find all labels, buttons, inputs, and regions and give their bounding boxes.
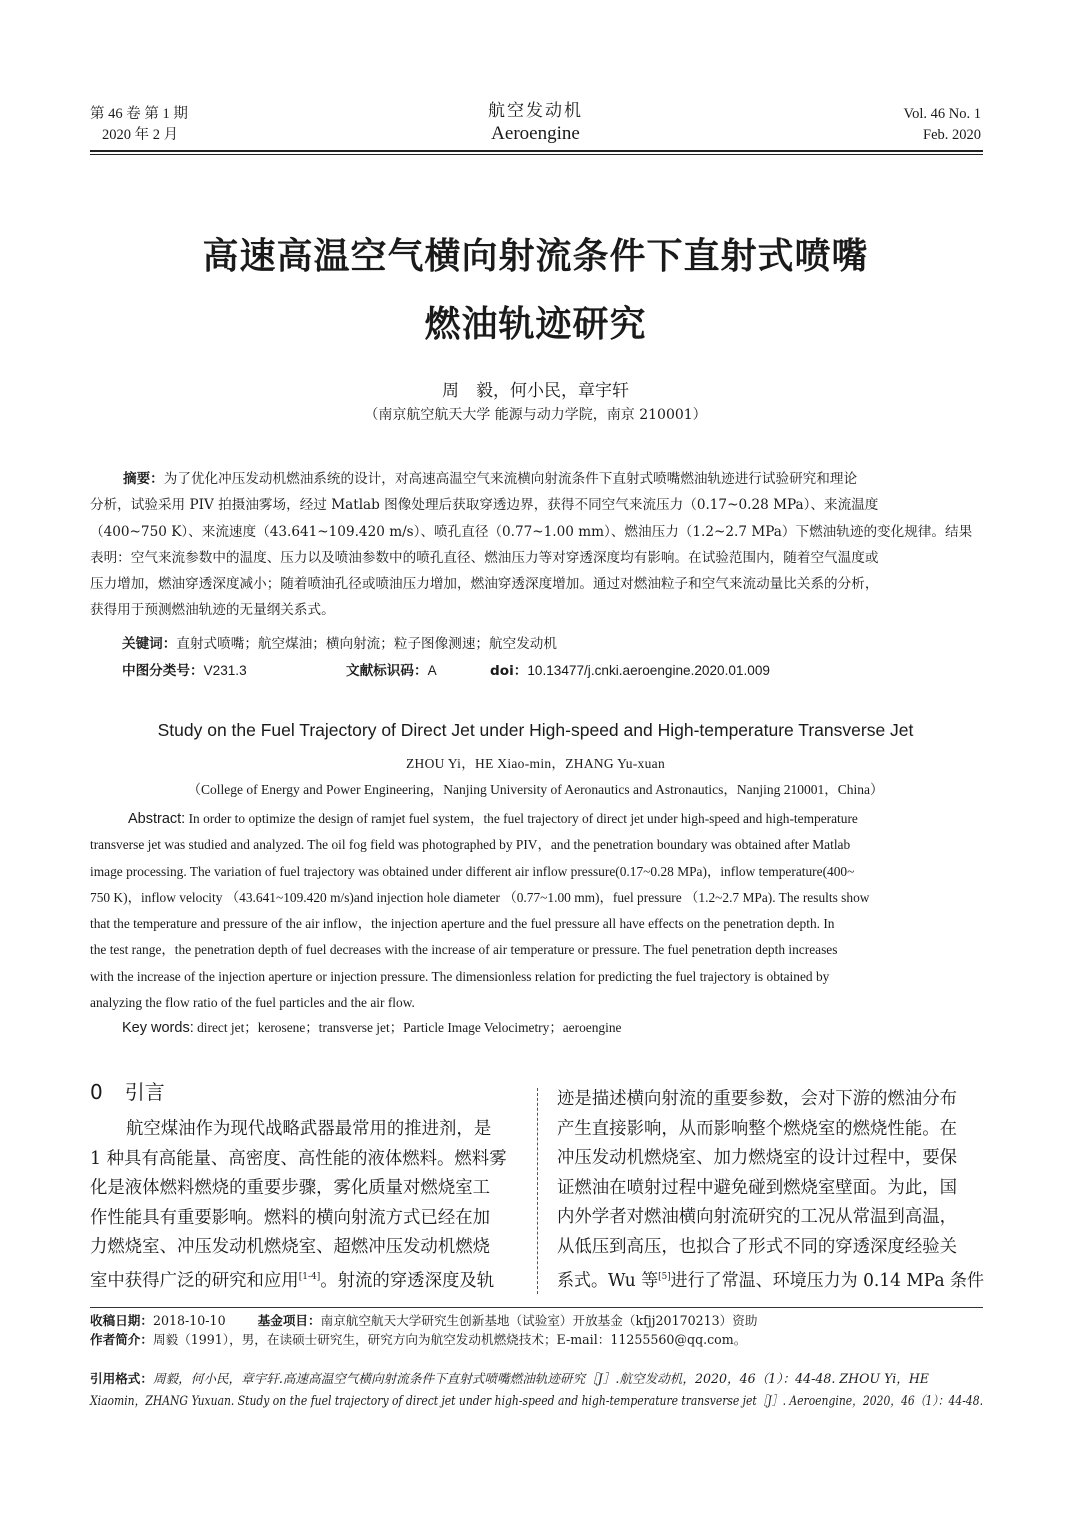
issue-info-en [904,104,981,146]
abstract-en-line: the test range，the penetration depth of fuel decreases with the increase of air temperature or pressure. The fuel penetration depth increases [90,942,838,958]
body-column-right [557,1085,984,1292]
body-line: 产生直接影响，从而影响整个燃烧室的燃烧性能。在 [557,1118,957,1139]
abstract-en-line: transverse jet was studied and analyzed. The oil fog field was photographed by PIV，and the penetration boundary was obtained after Matlab [90,837,851,853]
body-line: 从低压到高压，也拟合了形式不同的穿透深度经验关 [557,1236,957,1257]
document-code [346,659,437,679]
footnote-author [90,1330,746,1349]
abstract-en-line: analyzing the flow ratio of the fuel particles and the air flow. [90,995,415,1011]
citation-line: Xiaomin，ZHANG Yuxuan. Study on the fuel trajectory of direct jet under high-speed and high-temperature transverse jet［J］. Aeroengine，2020，46（1）：44-48. [90,1393,983,1408]
abstract-cn-label: 摘要： [123,471,164,487]
abstract-cn-line: 表明：空气来流参数中的温度、压力以及喷油参数中的喷孔直径、燃油压力等对穿透深度均有影响。在试验范围内，随着空气温度或 [90,549,879,566]
body-line: 证燃油在喷射过程中避免碰到燃烧室壁面。为此，国 [557,1177,957,1198]
clc-number [122,659,247,679]
abstract-en-line: Abstract: In order to optimize the design of ramjet fuel system，the fuel trajectory of direct jet under high-speed and high-temperature [128,811,858,827]
section-title: 引言 [124,1080,165,1104]
date-cn: 2020 年 2 月 [102,127,179,143]
doi-label: doi： [490,663,528,679]
abstract-en-line: that the temperature and pressure of the air inflow，the injection aperture and the fuel pressure all have effects on the penetration depth. In [90,916,835,932]
title-en: Study on the Fuel Trajectory of Direct Jet under High-speed and High-temperature Transverse Jet [157,720,914,740]
authors-en: ZHOU Yi，HE Xiao-min，ZHANG Yu-xuan [406,756,665,771]
header-rule-thick [90,150,983,152]
body-line: 力燃烧室、冲压发动机燃烧室、超燃冲压发动机燃烧 [90,1237,490,1258]
footnotes [90,1311,983,1349]
body-column-left [90,1115,517,1293]
journal-name-en: Aeroengine [491,123,580,144]
volume-cn: 第 46 卷 第 1 期 [90,106,188,122]
doc-code-label: 文献标识码： [346,663,428,679]
body-line: 1 种具有高能量、高密度、高性能的液体燃料。燃料雾 [90,1148,507,1169]
abstract-cn-line: 分析，试验采用 PIV 拍摄油雾场，经过 Matlab 图像处理后获取穿透边界，获得不同空气来流压力（0.17~0.28 MPa）、来流温度 [90,497,879,514]
keywords-cn-value: 直射式喷嘴；航空煤油；横向射流；粒子图像测速；航空发动机 [176,636,557,652]
title-cn-line2: 燃油轨迹研究 [424,303,647,345]
citation-ref[interactable]: [1-4] [298,1271,321,1282]
abstract-cn-line: 获得用于预测燃油轨迹的无量纲关系式。 [90,602,335,619]
abstract-en-label: Abstract: [128,811,186,827]
citation-line: 周毅，何小民，章宇轩.高速高温空气横向射流条件下直射式喷嘴燃油轨迹研究［J］.航空发动机，2020，46（1）：44-48. ZHOU Yi，HE [152,1371,930,1386]
keywords-en-value: direct jet；kerosene；transverse jet；Particle Image Velocimetry；aeroengine [197,1020,622,1035]
section-number: 0 [90,1080,103,1104]
doc-code-value: A [427,663,437,678]
header-rule-thin [90,154,983,155]
section-heading [90,1076,165,1105]
clc-value: V231.3 [203,663,247,678]
body-line: 迹是描述横向射流的重要参数，会对下游的燃油分布 [557,1089,957,1109]
clc-label: 中图分类号： [122,663,204,679]
abstract-cn-line: 压力增加，燃油穿透深度减小；随着喷油孔径或喷油压力增加，燃油穿透深度增加。通过对燃油粒子和空气来流动量比关系的分析， [90,576,879,593]
title-cn-line1: 高速高温空气横向射流条件下直射式喷嘴 [202,235,869,277]
fund-label: 基金项目： [257,1313,321,1328]
abstract-en-line: image processing. The variation of fuel trajectory was obtained under different air inflow pressure(0.17~0.28 MPa)，inflow temperature(400~ [90,863,855,879]
body-line: 内外学者对燃油横向射流研究的工况从常温到高温， [557,1207,957,1228]
keywords-en-label: Key words: [122,1020,194,1036]
abstract-en-line: 750 K)，inflow velocity （43.641~109.420 m/s)and injection hole diameter （0.77~1.00 mm)，fuel pressure （1.2~2.7 MPa). The results show [90,889,870,905]
citation-ref[interactable]: [5] [658,1271,671,1282]
body-line: 冲压发动机燃烧室、加力燃烧室的设计过程中，要保 [557,1148,957,1169]
citation-label: 引用格式： [90,1371,153,1386]
date-en: Feb. 2020 [923,127,981,143]
keywords-cn [122,632,557,652]
abstract-cn [90,466,983,624]
journal-name-cn: 航空发动机 [488,101,583,121]
authors-cn: 周 毅，何小民，章宇轩 [442,381,629,401]
column-divider [537,1088,538,1294]
received-label: 收稿日期： [90,1313,153,1328]
volume-en: Vol. 46 No. 1 [903,106,981,122]
citation-format [90,1368,983,1412]
fund-value: 南京航空航天大学研究生创新基地（试验室）开放基金（kfjj20170213）资助 [320,1313,758,1328]
abstract-en-line: with the increase of the injection aperture or injection pressure. The dimensionless relation for predicting the fuel trajectory is obtained by [90,968,830,984]
doi [490,659,770,679]
footnote-rule [90,1307,983,1308]
body-line: 航空煤油作为现代战略武器最常用的推进剂，是 [126,1119,492,1139]
received-date: 2018-10-10 [152,1313,226,1328]
author-bio-label: 作者简介： [90,1332,153,1347]
keywords-cn-label: 关键词： [122,636,177,652]
abstract-cn-line: 摘要：为了优化冲压发动机燃油系统的设计，对高速高温空气来流横向射流条件下直射式喷嘴燃油轨迹进行试验研究和理论 [123,471,858,487]
body-line: 化是液体燃料燃烧的重要步骤，雾化质量对燃烧室工 [90,1178,490,1199]
affiliation-en: （College of Energy and Power Engineering，Nanjing University of Aeronautics and Astronautics，Nanjing 210001，China） [187,782,884,797]
doi-value: 10.13477/j.cnki.aeroengine.2020.01.009 [527,663,770,678]
body-line: 作性能具有重要影响。燃料的横向射流方式已经在加 [90,1207,490,1228]
keywords-en [122,1017,621,1036]
affiliation-cn: （南京航空航天大学 能源与动力学院，南京 210001） [364,407,707,423]
footnote-received-fund [90,1311,757,1330]
abstract-en [90,806,983,1016]
body-line: 室中获得广泛的研究和应用[1-4]。射流的穿透深度及轨 [90,1270,495,1291]
body-line: 系式。Wu 等[5]进行了常温、环境压力为 0.14 MPa 条件 [557,1270,984,1291]
abstract-cn-line: （400~750 K）、来流速度（43.641~109.420 m/s）、喷孔直径（0.77~1.00 mm）、燃油压力（1.2~2.7 MPa）下燃油轨迹的变化规律。结果 [90,523,973,540]
author-bio: 周毅（1991），男，在读硕士研究生，研究方向为航空发动机燃烧技术；E-mail：11255560@qq.com。 [152,1332,747,1347]
